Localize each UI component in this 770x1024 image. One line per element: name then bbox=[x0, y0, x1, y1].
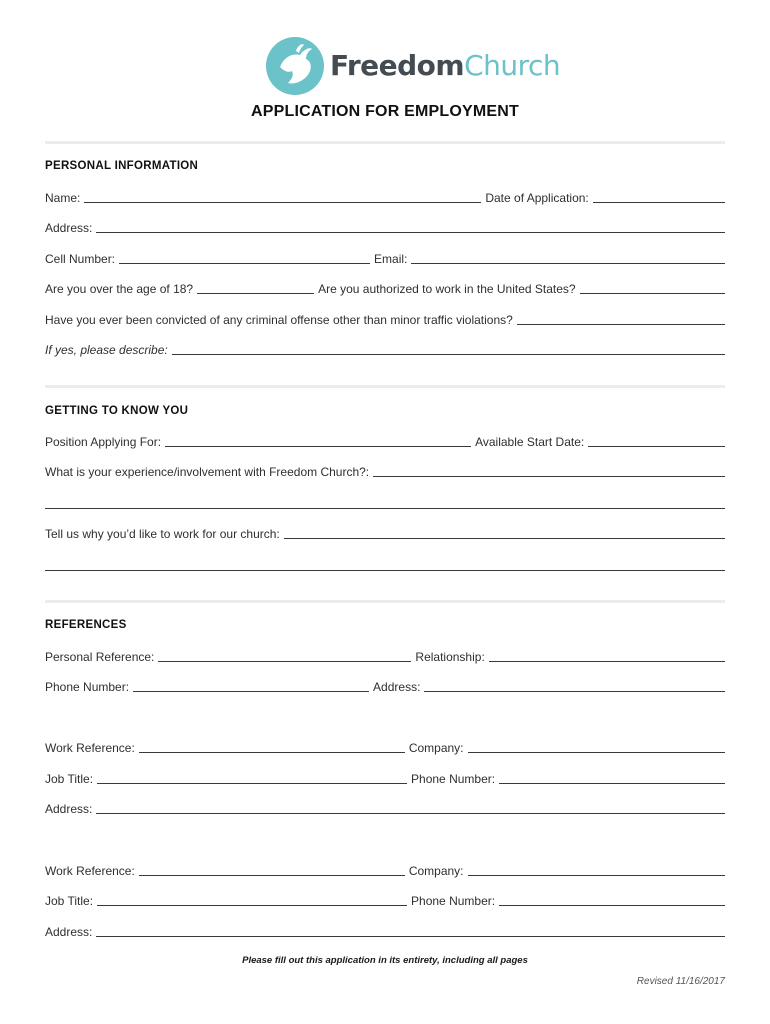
if-yes-label: If yes, please describe: bbox=[45, 343, 168, 357]
why-work-field[interactable] bbox=[284, 538, 725, 539]
cell-number-field[interactable] bbox=[119, 263, 370, 264]
phone-number-label: Phone Number: bbox=[411, 772, 496, 786]
name-label: Name: bbox=[45, 191, 81, 205]
company-label: Company: bbox=[408, 864, 464, 878]
phone-number-field[interactable] bbox=[499, 783, 725, 784]
email-field[interactable] bbox=[411, 263, 725, 264]
start-date-field[interactable] bbox=[588, 446, 725, 447]
experience-field-line-2[interactable] bbox=[45, 508, 725, 509]
job-title-1-row bbox=[45, 770, 725, 786]
authorized-field[interactable] bbox=[580, 293, 725, 294]
references-heading: REFERENCES bbox=[45, 619, 127, 631]
why-work-row bbox=[45, 525, 725, 541]
position-row bbox=[45, 433, 725, 449]
address-field[interactable] bbox=[96, 232, 725, 233]
address-field[interactable] bbox=[96, 813, 725, 814]
email-label: Email: bbox=[374, 252, 408, 266]
start-date-label: Available Start Date: bbox=[475, 435, 585, 449]
job-title-field[interactable] bbox=[97, 905, 407, 906]
address-label: Address: bbox=[45, 221, 93, 235]
fill-out-note: Please fill out this application in its entirety, including all pages bbox=[242, 955, 528, 966]
work-reference-2-address-row bbox=[45, 923, 725, 939]
relationship-label: Relationship: bbox=[415, 650, 485, 664]
experience-row bbox=[45, 463, 725, 479]
personal-information-heading: PERSONAL INFORMATION bbox=[45, 160, 199, 172]
position-label: Position Applying For: bbox=[45, 435, 162, 449]
section-divider bbox=[45, 385, 725, 388]
date-of-application-label: Date of Application: bbox=[485, 191, 589, 205]
over-18-label: Are you over the age of 18? bbox=[45, 282, 194, 296]
phone-number-field[interactable] bbox=[499, 905, 725, 906]
work-reference-field[interactable] bbox=[139, 875, 405, 876]
work-reference-field[interactable] bbox=[139, 752, 405, 753]
address-label: Address: bbox=[373, 680, 421, 694]
job-title-label: Job Title: bbox=[45, 894, 94, 908]
section-divider bbox=[45, 141, 725, 144]
why-work-label: Tell us why you’d like to work for our church: bbox=[45, 527, 280, 541]
page-title: APPLICATION FOR EMPLOYMENT bbox=[250, 103, 519, 120]
if-yes-field[interactable] bbox=[172, 354, 725, 355]
work-reference-label: Work Reference: bbox=[45, 864, 135, 878]
cell-number-label: Cell Number: bbox=[45, 252, 116, 266]
section-divider bbox=[45, 600, 725, 603]
name-row bbox=[45, 189, 725, 205]
name-field[interactable] bbox=[84, 202, 481, 203]
date-of-application-field[interactable] bbox=[593, 202, 725, 203]
dove-icon bbox=[266, 37, 324, 95]
authorized-label: Are you authorized to work in the United States? bbox=[318, 282, 576, 296]
personal-reference-row bbox=[45, 648, 725, 664]
company-label: Company: bbox=[408, 741, 464, 755]
cell-email-row bbox=[45, 250, 725, 266]
convicted-label: Have you ever been convicted of any criminal offense other than minor traffic violations? bbox=[45, 313, 513, 327]
phone-number-label: Phone Number: bbox=[411, 894, 496, 908]
convicted-field[interactable] bbox=[517, 324, 725, 325]
work-reference-2-row bbox=[45, 862, 725, 878]
logo-wordmark: FreedomChurch bbox=[330, 49, 561, 82]
job-title-label: Job Title: bbox=[45, 772, 94, 786]
address-field[interactable] bbox=[96, 936, 725, 937]
if-yes-row bbox=[45, 341, 725, 357]
work-reference-1-address-row bbox=[45, 800, 725, 816]
why-work-field-line-2[interactable] bbox=[45, 570, 725, 571]
experience-field[interactable] bbox=[373, 476, 725, 477]
convicted-row bbox=[45, 311, 725, 327]
freedom-church-logo bbox=[266, 36, 560, 96]
phone-number-label: Phone Number: bbox=[45, 680, 130, 694]
experience-label: What is your experience/involvement with Freedom Church?: bbox=[45, 465, 370, 479]
address-field[interactable] bbox=[424, 691, 725, 692]
revised-date: Revised 11/16/2017 bbox=[636, 976, 725, 987]
job-title-2-row bbox=[45, 892, 725, 908]
position-field[interactable] bbox=[165, 446, 471, 447]
personal-reference-field[interactable] bbox=[158, 661, 411, 662]
phone-number-field[interactable] bbox=[133, 691, 369, 692]
company-field[interactable] bbox=[468, 875, 725, 876]
job-title-field[interactable] bbox=[97, 783, 407, 784]
address-row bbox=[45, 219, 725, 235]
getting-to-know-heading: GETTING TO KNOW YOU bbox=[45, 405, 189, 417]
company-field[interactable] bbox=[468, 752, 725, 753]
work-reference-1-row bbox=[45, 739, 725, 755]
work-reference-label: Work Reference: bbox=[45, 741, 135, 755]
over-18-field[interactable] bbox=[197, 293, 314, 294]
address-label: Address: bbox=[45, 925, 93, 939]
relationship-field[interactable] bbox=[489, 661, 725, 662]
personal-reference-label: Personal Reference: bbox=[45, 650, 155, 664]
age-authorization-row bbox=[45, 280, 725, 296]
address-label: Address: bbox=[45, 802, 93, 816]
personal-reference-phone-row bbox=[45, 678, 725, 694]
